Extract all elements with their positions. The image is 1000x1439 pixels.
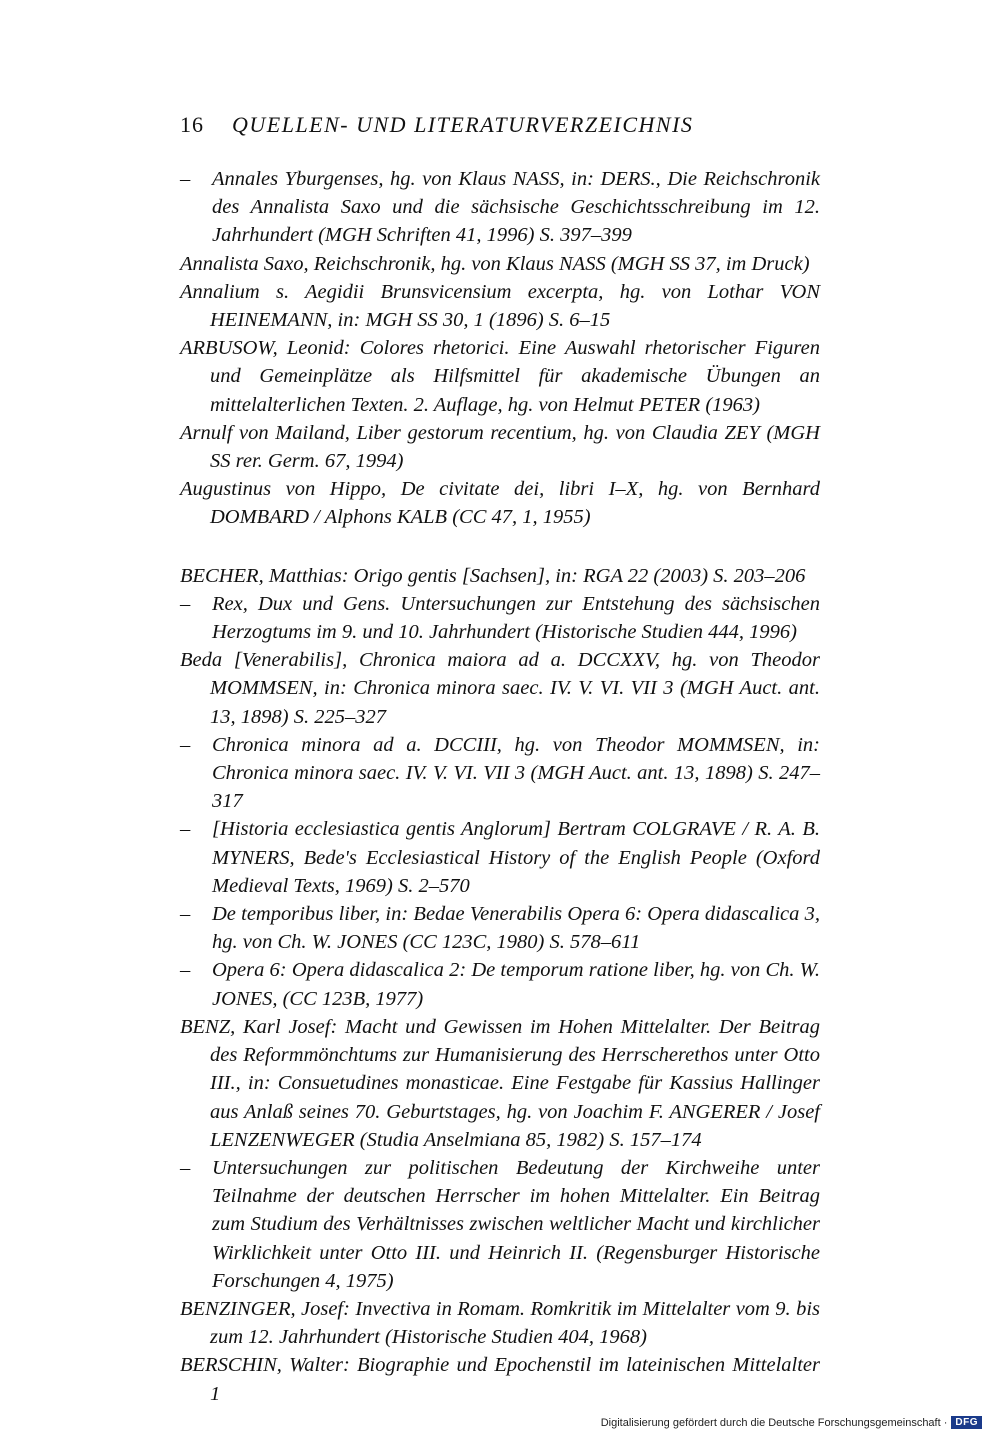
bibliography-subentry: [180, 590, 820, 646]
bibliography-entry: [180, 646, 820, 731]
entry-dash: –: [180, 818, 191, 841]
page-number: 16: [180, 112, 204, 137]
bibliography-subentry: [180, 900, 820, 956]
bibliography-entry: [180, 562, 820, 590]
entry-text: Annalium s. Aegidii Brunsvicensium excerpta, hg. von Lothar VON HEINEMANN, in: MGH SS 30, 1 (1896) S. 6–15: [180, 280, 820, 332]
entry-text: Augustinus von Hippo, De civitate dei, libri I–X, hg. von Bernhard DOMBARD / Alphons KALB (CC 47, 1, 1955): [180, 478, 820, 529]
entry-dash: –: [180, 1156, 191, 1179]
running-header: [180, 112, 820, 138]
entry-text: ARBUSOW, Leonid: Colores rhetorici. Eine Auswahl rhetorischer Figuren und Gemeinplätze als Hilfsmittel für akademische Übungen an mittelalterlichen Texten. 2. Auflage, hg. von Helmut PETER (1963): [180, 337, 820, 416]
entry-dash: –: [180, 733, 191, 756]
bibliography-subentry: [180, 956, 820, 1012]
bibliography-entry: [180, 1295, 820, 1351]
entry-text: Opera 6: Opera didascalica 2: De temporum ratione liber, hg. von Ch. W. JONES, (CC 123B, 1977): [212, 959, 820, 1010]
entry-text: Rex, Dux und Gens. Untersuchungen zur Entstehung des sächsischen Herzogtums im 9. und 10. Jahrhundert (Historische Studien 444, 1996): [212, 592, 820, 644]
entry-text: Beda [Venerabilis], Chronica maiora ad a. DCCXXV, hg. von Theodor MOMMSEN, in: Chronica minora saec. IV. V. VI. VII 3 (MGH Auct. ant. 13, 1898) S. 225–327: [180, 649, 820, 728]
dfg-logo: DFG: [951, 1416, 982, 1429]
footer-text: Digitalisierung gefördert durch die Deutsche Forschungsgemeinschaft ·: [600, 1416, 948, 1429]
entry-text: BERSCHIN, Walter: Biographie und Epochenstil im lateinischen Mittelalter 1: [180, 1354, 820, 1405]
entry-text: BENZINGER, Josef: Invectiva in Romam. Romkritik im Mittelalter vom 9. bis zum 12. Jahrhundert (Historische Studien 404, 1968): [180, 1297, 820, 1349]
section-gap: [180, 532, 820, 562]
entry-dash: –: [180, 592, 191, 615]
entry-text: Annalista Saxo, Reichschronik, hg. von Klaus NASS (MGH SS 37, im Druck): [180, 252, 810, 275]
entry-text: Arnulf von Mailand, Liber gestorum recentium, hg. von Claudia ZEY (MGH SS rer. Germ. 67, 1994): [180, 421, 820, 473]
entry-text: De temporibus liber, in: Bedae Venerabilis Opera 6: Opera didascalica 3, hg. von Ch. W. JONES (CC 123C, 1980) S. 578–611: [212, 903, 820, 954]
bibliography-entry: [180, 419, 820, 475]
entry-dash: –: [180, 903, 191, 926]
entry-text: Annales Yburgenses, hg. von Klaus NASS, in: DERS., Die Reichschronik des Annalista Saxo und die sächsische Geschichtsschreibung im 12. Jahrhundert (MGH Schriften 41, 1996) S. 397–399: [212, 168, 820, 247]
entry-dash: –: [180, 168, 191, 190]
page-title: QUELLEN- UND LITERATURVERZEICHNIS: [232, 112, 694, 137]
bibliography-subentry: [180, 815, 820, 900]
entry-dash: –: [180, 959, 191, 982]
bibliography-entry: [180, 1351, 820, 1407]
bibliography-subentry: [180, 165, 820, 250]
entry-text: BENZ, Karl Josef: Macht und Gewissen im Hohen Mittelalter. Der Beitrag des Reformmönchtums zur Humanisierung des Herrscherethos unter Otto III., in: Consuetudines monasticae. Eine Festgabe für Kassius Hallinger aus Anlaß seines 70. Geburtstages, hg. von Joachim F. ANGERER / Josef LENZENWEGER (Studia Anselmiana 85, 1982) S. 157–174: [180, 1015, 820, 1151]
entry-text: BECHER, Matthias: Origo gentis [Sachsen], in: RGA 22 (2003) S. 203–206: [180, 564, 806, 587]
entry-text: Chronica minora ad a. DCCIII, hg. von Theodor MOMMSEN, in: Chronica minora saec. IV. V. VI. VII 3 (MGH Auct. ant. 13, 1898) S. 247–317: [212, 733, 820, 813]
entry-text: Untersuchungen zur politischen Bedeutung der Kirchweihe unter Teilnahme der deutschen Herrscher im hohen Mittelalter. Ein Beitrag zum Studium des Verhältnisses zwischen weltlicher Macht und kirchlicher Wirklichkeit unter Otto III. und Heinrich II. (Regensburger Historische Forschungen 4, 1975): [212, 1156, 820, 1292]
bibliography-entry: [180, 250, 820, 278]
bibliography-subentry: [180, 731, 820, 816]
footer: [601, 1416, 982, 1429]
bibliography-subentry: [180, 1154, 820, 1295]
bibliography-entry: [180, 334, 820, 419]
bibliography-entry: [180, 1013, 820, 1154]
entry-text: [Historia ecclesiastica gentis Anglorum] Bertram COLGRAVE / R. A. B. MYNERS, Bede's Ecclesiastical History of the English People (Oxford Medieval Texts, 1969) S. 2–570: [212, 818, 820, 897]
bibliography-list: [180, 165, 820, 1408]
bibliography-entry: [180, 475, 820, 531]
bibliography-entry: [180, 278, 820, 334]
